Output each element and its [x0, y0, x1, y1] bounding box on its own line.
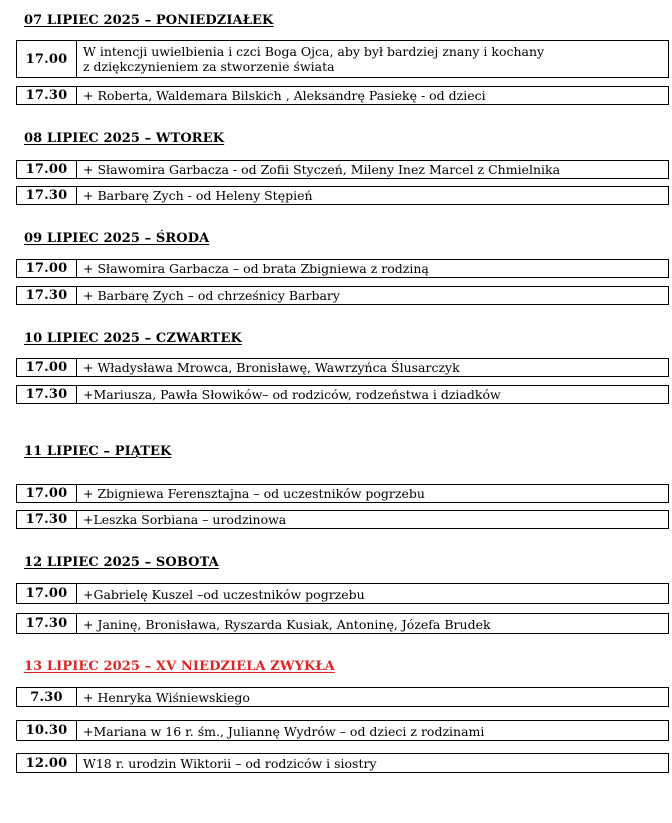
mass-intention: [77, 614, 668, 633]
mass-intention: [77, 260, 668, 277]
mass-row: [16, 86, 669, 105]
day-heading-saturday: 12 LIPIEC 2025 – SOBOTA: [24, 555, 219, 570]
mass-intention: [77, 721, 668, 740]
mass-time: 7.30: [17, 688, 77, 706]
mass-row: [16, 186, 669, 205]
mass-intention: [77, 754, 668, 772]
mass-time: 17.00: [17, 359, 77, 376]
mass-time: 17.30: [17, 614, 77, 633]
mass-row: [16, 385, 669, 404]
mass-intention: [77, 287, 668, 304]
day-heading-sunday: 13 LIPIEC 2025 – XV NIEDZIELA ZWYKŁA: [24, 659, 335, 674]
mass-time: 17.00: [17, 584, 77, 603]
mass-time: 17.30: [17, 187, 77, 204]
mass-intention-line: +Leszka Sorbiana – urodzinowa: [83, 512, 287, 527]
mass-time: 17.00: [17, 161, 77, 178]
mass-row: [16, 613, 669, 634]
mass-intention: [77, 485, 668, 502]
mass-intention: [77, 161, 668, 178]
day-heading-tuesday: 08 LIPIEC 2025 – WTOREK: [24, 131, 225, 146]
day-heading-thursday: 10 LIPIEC 2025 – CZWARTEK: [24, 331, 242, 346]
mass-row: [16, 484, 669, 503]
mass-intention: [77, 511, 668, 528]
mass-intention-line: + Zbigniewa Ferensztajna – od uczestników pogrzebu: [83, 486, 425, 501]
mass-intention-line: + Barbarę Zych - od Heleny Stępień: [83, 188, 313, 203]
mass-row: [16, 160, 669, 179]
mass-intention: [77, 359, 668, 376]
mass-time: 17.00: [17, 485, 77, 502]
mass-row: [16, 40, 669, 78]
mass-row: [16, 687, 669, 707]
mass-intention-line: W18 r. urodzin Wiktorii – od rodziców i siostry: [83, 756, 377, 771]
mass-intention-line: +Gabrielę Kuszel –od uczestników pogrzebu: [83, 587, 365, 602]
mass-intention-line: W intencji uwielbienia i czci Boga Ojca, aby był bardziej znany i kochany: [83, 44, 545, 59]
day-heading-wednesday: 09 LIPIEC 2025 – ŚRODA: [24, 231, 210, 246]
mass-time: 17.30: [17, 287, 77, 304]
mass-intention: [77, 386, 668, 403]
mass-intention-line: + Barbarę Zych – od chrześnicy Barbary: [83, 288, 340, 303]
mass-row: [16, 510, 669, 529]
mass-time: 17.30: [17, 511, 77, 528]
mass-intention: [77, 584, 668, 603]
mass-intention: [77, 688, 668, 706]
mass-intention: [77, 187, 668, 204]
mass-intention-line: +Mariana w 16 r. śm., Juliannę Wydrów – od dzieci z rodzinami: [83, 724, 485, 739]
mass-intention-line: + Janinę, Bronisława, Ryszarda Kusiak, Antoninę, Józefa Brudek: [83, 617, 491, 632]
mass-row: [16, 286, 669, 305]
mass-intention-line: + Roberta, Waldemara Bilskich , Aleksandrę Pasiekę - od dzieci: [83, 88, 486, 103]
mass-time: 10.30: [17, 721, 77, 740]
mass-intention-line: + Władysława Mrowca, Bronisławę, Wawrzyńca Ślusarczyk: [83, 360, 460, 375]
mass-intention: [77, 41, 668, 77]
mass-time: 17.00: [17, 41, 77, 77]
day-heading-friday: 11 LIPIEC – PIĄTEK: [24, 444, 172, 459]
mass-intention-line: + Sławomira Garbacza – od brata Zbigniewa z rodziną: [83, 261, 429, 276]
mass-row: [16, 720, 669, 741]
mass-intention-line: z dziękczynieniem za stworzenie świata: [83, 59, 335, 74]
mass-intention-line: + Sławomira Garbacza - od Zofii Styczeń, Mileny Inez Marcel z Chmielnika: [83, 162, 561, 177]
mass-intention-line: +Mariusza, Pawła Słowików– od rodziców, rodzeństwa i dziadków: [83, 387, 501, 402]
mass-intention: [77, 87, 668, 104]
day-heading-monday: 07 LIPIEC 2025 – PONIEDZIAŁEK: [24, 13, 274, 28]
mass-time: 17.00: [17, 260, 77, 277]
mass-time: 17.30: [17, 87, 77, 104]
mass-row: [16, 259, 669, 278]
mass-time: 12.00: [17, 754, 77, 772]
mass-row: [16, 583, 669, 604]
mass-row: [16, 358, 669, 377]
mass-time: 17.30: [17, 386, 77, 403]
mass-row: [16, 753, 669, 773]
mass-intention-line: + Henryka Wiśniewskiego: [83, 690, 250, 705]
